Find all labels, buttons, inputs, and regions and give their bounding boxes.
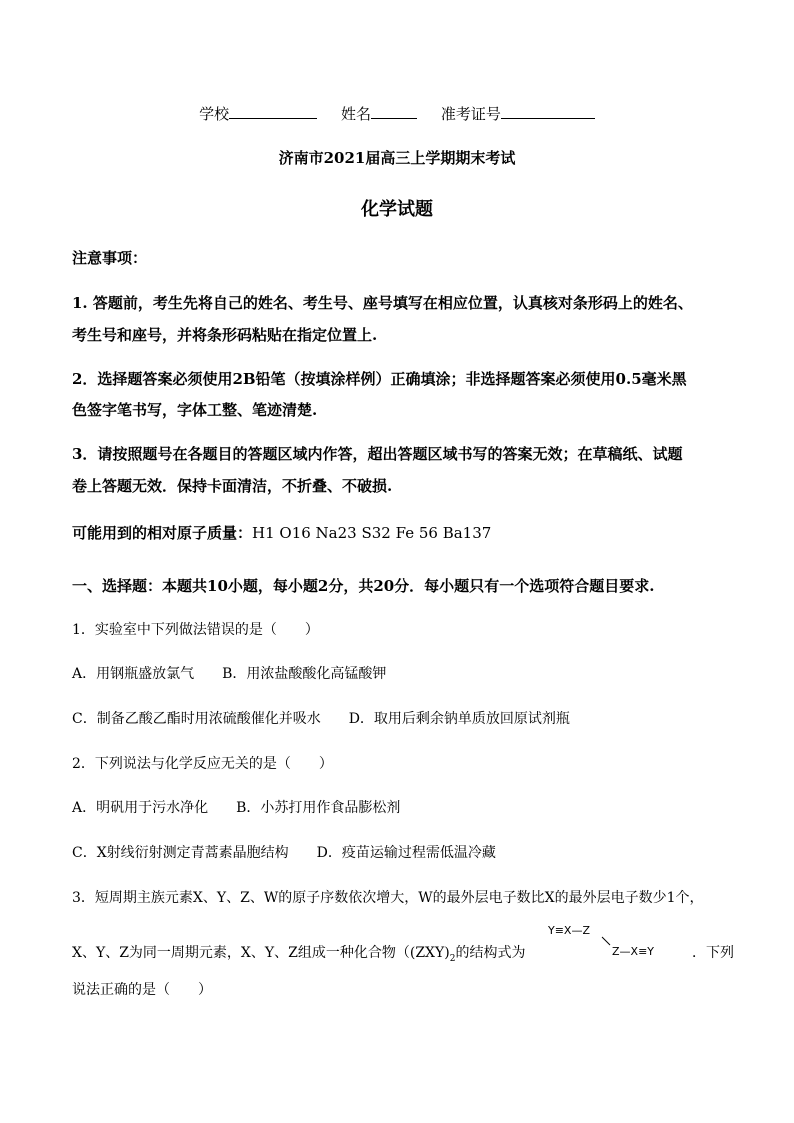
q3-stem-line1: 3．短周期主族元素X、Y、Z、W的原子序数依次增大，W的最外层电子数比X的最外层电子数少1个， (72, 890, 704, 906)
notes-heading: 注意事项： (72, 249, 148, 267)
structure-bond-link (602, 937, 610, 945)
q3-stem-line3: 说法正确的是（ ） (72, 982, 212, 998)
header-fields (0, 103, 794, 124)
section1-heading: 一、选择题：本题共10小题，每小题2分，共20分．每小题只有一个选项符合题目要求. (72, 577, 655, 595)
exam-no-label: 准考证号 (440, 105, 501, 123)
note-3-line2: 卷上答题无效．保持卡面清洁，不折叠、不破损. (72, 477, 393, 495)
formula-subscript: 2 (449, 953, 456, 964)
atomic-mass-values: H1 O16 Na23 S32 Fe 56 Ba137 (252, 524, 492, 542)
q3-stem-line2-tail: ．下列 (692, 945, 734, 961)
name-label: 姓名 (340, 105, 371, 123)
note-3-line1: 3．请按照题号在各题目的答题区域内作答，超出答题区域书写的答案无效；在草稿纸、试题 (72, 445, 683, 463)
atomic-mass-label: 可能用到的相对原子质量： (72, 524, 253, 542)
q1-options-cd: C．制备乙酸乙酯时用浓硫酸催化并吸水 D．取用后剩余钠单质放回原试剂瓶 (72, 711, 570, 727)
q1-options-ab: A．用钢瓶盛放氯气 B．用浓盐酸酸化高锰酸钾 (72, 666, 387, 682)
school-blank (229, 104, 317, 119)
atomic-mass (72, 522, 734, 543)
exam-title: 济南市2021届高三上学期期末考试 (278, 149, 516, 167)
q2-options-ab: A．明矾用于污水净化 B．小苏打用作食品膨松剂 (72, 800, 401, 816)
subject-title: 化学试题 (361, 199, 433, 220)
structural-formula (546, 922, 696, 962)
q3-stem-line2-end: 的结构式为 (455, 945, 526, 961)
note-2-line2: 色签字笔书写，字体工整、笔迹清楚. (72, 401, 318, 419)
note-1-line2: 考生号和座号，并将条形码粘贴在指定位置上. (72, 326, 378, 344)
exam-no-blank (501, 104, 595, 119)
q1-stem: 1．实验室中下列做法错误的是（ ） (72, 622, 319, 638)
note-2-line1: 2．选择题答案必须使用2B铅笔（按填涂样例）正确填涂；非选择题答案必须使用0.5毫米黑 (72, 370, 687, 388)
q2-stem: 2．下列说法与化学反应无关的是（ ） (72, 756, 333, 772)
note-1-line1: 1. 答题前，考生先将自己的姓名、考生号、座号填写在相应位置，认真核对条形码上的姓名、 (72, 294, 693, 312)
q2-options-cd: C．X射线衍射测定青蒿素晶胞结构 D．疫苗运输过程需低温冷藏 (72, 845, 496, 861)
name-blank (371, 104, 417, 119)
q3-stem-line2-text: X、Y、Z为同一周期元素，X、Y、Z组成一种化合物（(ZXY) (72, 945, 450, 961)
school-label: 学校 (199, 105, 230, 123)
structure-top: Y≡X—Z (548, 924, 591, 937)
structure-bottom: Z—X≡Y (612, 945, 655, 958)
